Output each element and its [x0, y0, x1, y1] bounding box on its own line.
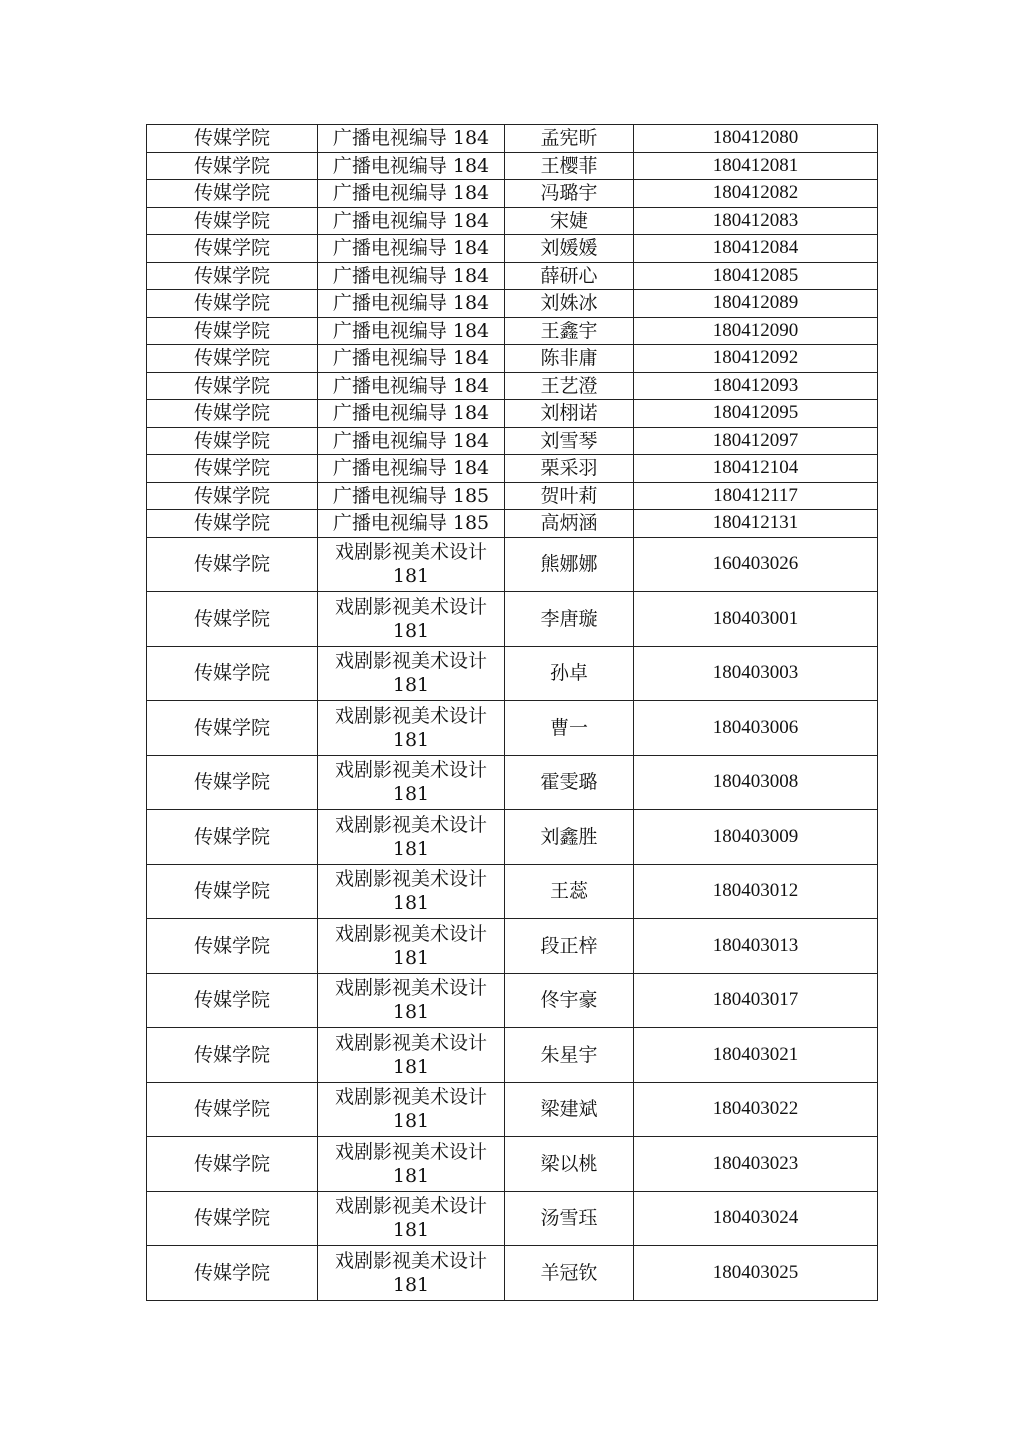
student-name-cell: 冯璐宇 [505, 180, 634, 208]
college-cell: 传媒学院 [147, 152, 318, 180]
college-cell: 传媒学院 [147, 810, 318, 865]
class-name-line: 戏剧影视美术设计 [334, 922, 487, 945]
class-number-line: 181 [392, 892, 430, 915]
table-row [147, 207, 878, 235]
table-row [147, 235, 878, 263]
table-row [147, 755, 878, 810]
student-roster-table [146, 124, 878, 1301]
student-name-cell: 曹一 [505, 701, 634, 756]
student-name-cell: 李唐璇 [505, 592, 634, 647]
table-row [147, 592, 878, 647]
class-name-line: 戏剧影视美术设计 [334, 1249, 487, 1272]
class-cell: 广播电视编导 184 [318, 235, 505, 263]
student-id-cell: 180403006 [634, 701, 878, 756]
student-name-cell: 朱星宇 [505, 1028, 634, 1083]
student-id-cell: 180412092 [634, 345, 878, 373]
class-cell: 广播电视编导 184 [318, 317, 505, 345]
table-row [147, 919, 878, 974]
college-cell: 传媒学院 [147, 207, 318, 235]
student-id-cell: 180403013 [634, 919, 878, 974]
college-cell: 传媒学院 [147, 1137, 318, 1192]
college-cell: 传媒学院 [147, 537, 318, 592]
student-name-cell: 孟宪昕 [505, 125, 634, 153]
class-number-line: 181 [392, 837, 430, 860]
student-id-cell: 180412084 [634, 235, 878, 263]
student-id-cell: 180412104 [634, 455, 878, 483]
college-cell: 传媒学院 [147, 864, 318, 919]
student-name-cell: 刘鑫胜 [505, 810, 634, 865]
table-row [147, 1028, 878, 1083]
student-name-cell: 汤雪珏 [505, 1191, 634, 1246]
student-id-cell: 180403023 [634, 1137, 878, 1192]
student-id-cell: 180403017 [634, 973, 878, 1028]
student-name-cell: 羊冠钦 [505, 1246, 634, 1301]
college-cell: 传媒学院 [147, 1191, 318, 1246]
class-name-line: 戏剧影视美术设计 [334, 1031, 487, 1054]
class-cell: 广播电视编导 184 [318, 125, 505, 153]
college-cell: 传媒学院 [147, 345, 318, 373]
class-cell [318, 755, 505, 810]
student-name-cell: 王樱菲 [505, 152, 634, 180]
class-cell: 广播电视编导 185 [318, 482, 505, 510]
table-row [147, 810, 878, 865]
table-row [147, 125, 878, 153]
class-number-line: 181 [392, 1273, 430, 1296]
student-name-cell: 刘雪琴 [505, 427, 634, 455]
student-name-cell: 薛研心 [505, 262, 634, 290]
class-number-line: 181 [392, 1001, 430, 1024]
class-number-line: 181 [392, 619, 430, 642]
class-cell [318, 592, 505, 647]
class-number-line: 181 [392, 674, 430, 697]
student-name-cell: 孙卓 [505, 646, 634, 701]
class-cell [318, 810, 505, 865]
table-row [147, 152, 878, 180]
table-row [147, 1082, 878, 1137]
student-id-cell: 180412083 [634, 207, 878, 235]
student-id-cell: 180403008 [634, 755, 878, 810]
class-number-line: 181 [392, 728, 430, 751]
student-id-cell: 180403001 [634, 592, 878, 647]
student-id-cell: 180403009 [634, 810, 878, 865]
table-row [147, 1137, 878, 1192]
college-cell: 传媒学院 [147, 317, 318, 345]
class-cell [318, 919, 505, 974]
student-name-cell: 王蕊 [505, 864, 634, 919]
class-number-line: 181 [392, 1055, 430, 1078]
class-cell: 广播电视编导 184 [318, 180, 505, 208]
college-cell: 传媒学院 [147, 180, 318, 208]
table-row [147, 510, 878, 538]
class-name-line: 戏剧影视美术设计 [334, 704, 487, 727]
student-id-cell: 160403026 [634, 537, 878, 592]
table-row [147, 1191, 878, 1246]
student-id-cell: 180412095 [634, 400, 878, 428]
class-name-line: 戏剧影视美术设计 [334, 650, 487, 673]
student-id-cell: 180412085 [634, 262, 878, 290]
class-name-line: 戏剧影视美术设计 [334, 759, 487, 782]
student-name-cell: 梁以桃 [505, 1137, 634, 1192]
class-number-line: 181 [392, 1164, 430, 1187]
college-cell: 传媒学院 [147, 510, 318, 538]
college-cell: 传媒学院 [147, 290, 318, 318]
college-cell: 传媒学院 [147, 1082, 318, 1137]
student-id-cell: 180403012 [634, 864, 878, 919]
college-cell: 传媒学院 [147, 973, 318, 1028]
student-id-cell: 180403024 [634, 1191, 878, 1246]
student-id-cell: 180403022 [634, 1082, 878, 1137]
class-name-line: 戏剧影视美术设计 [334, 868, 487, 891]
student-id-cell: 180403025 [634, 1246, 878, 1301]
class-cell: 广播电视编导 184 [318, 207, 505, 235]
class-number-line: 181 [392, 946, 430, 969]
class-cell [318, 864, 505, 919]
class-name-line: 戏剧影视美术设计 [334, 977, 487, 1000]
table-row [147, 262, 878, 290]
student-name-cell: 王鑫宇 [505, 317, 634, 345]
college-cell: 传媒学院 [147, 427, 318, 455]
student-name-cell: 宋婕 [505, 207, 634, 235]
student-id-cell: 180412097 [634, 427, 878, 455]
table-row [147, 537, 878, 592]
student-name-cell: 刘栩诺 [505, 400, 634, 428]
class-cell [318, 701, 505, 756]
college-cell: 传媒学院 [147, 755, 318, 810]
class-cell [318, 973, 505, 1028]
class-name-line: 戏剧影视美术设计 [334, 813, 487, 836]
class-cell [318, 1137, 505, 1192]
class-cell: 广播电视编导 184 [318, 455, 505, 483]
class-number-line: 181 [392, 783, 430, 806]
table-row [147, 864, 878, 919]
college-cell: 传媒学院 [147, 646, 318, 701]
student-id-cell: 180412082 [634, 180, 878, 208]
college-cell: 传媒学院 [147, 592, 318, 647]
class-cell [318, 1191, 505, 1246]
class-name-line: 戏剧影视美术设计 [334, 1086, 487, 1109]
class-cell: 广播电视编导 184 [318, 152, 505, 180]
class-cell: 广播电视编导 184 [318, 290, 505, 318]
roster-body [147, 125, 878, 1301]
class-number-line: 181 [392, 565, 430, 588]
table-row [147, 400, 878, 428]
student-id-cell: 180412089 [634, 290, 878, 318]
student-name-cell: 刘媛媛 [505, 235, 634, 263]
student-name-cell: 栗采羽 [505, 455, 634, 483]
college-cell: 传媒学院 [147, 919, 318, 974]
student-name-cell: 刘姝冰 [505, 290, 634, 318]
college-cell: 传媒学院 [147, 235, 318, 263]
table-row [147, 482, 878, 510]
table-row [147, 455, 878, 483]
table-row [147, 345, 878, 373]
table-row [147, 290, 878, 318]
student-name-cell: 高炳涵 [505, 510, 634, 538]
student-name-cell: 佟宇豪 [505, 973, 634, 1028]
student-id-cell: 180412080 [634, 125, 878, 153]
college-cell: 传媒学院 [147, 372, 318, 400]
class-number-line: 181 [392, 1110, 430, 1133]
student-id-cell: 180403021 [634, 1028, 878, 1083]
class-cell [318, 646, 505, 701]
student-id-cell: 180412117 [634, 482, 878, 510]
class-number-line: 181 [392, 1219, 430, 1242]
class-name-line: 戏剧影视美术设计 [334, 1140, 487, 1163]
student-id-cell: 180412090 [634, 317, 878, 345]
table-row [147, 1246, 878, 1301]
table-row [147, 701, 878, 756]
student-name-cell: 贺叶莉 [505, 482, 634, 510]
student-name-cell: 段正梓 [505, 919, 634, 974]
student-name-cell: 梁建斌 [505, 1082, 634, 1137]
class-name-line: 戏剧影视美术设计 [334, 595, 487, 618]
class-name-line: 戏剧影视美术设计 [334, 1195, 487, 1218]
table-row [147, 372, 878, 400]
table-row [147, 427, 878, 455]
student-id-cell: 180403003 [634, 646, 878, 701]
table-row [147, 180, 878, 208]
college-cell: 传媒学院 [147, 400, 318, 428]
college-cell: 传媒学院 [147, 1246, 318, 1301]
class-cell [318, 1028, 505, 1083]
class-cell [318, 537, 505, 592]
student-name-cell: 霍雯璐 [505, 755, 634, 810]
college-cell: 传媒学院 [147, 262, 318, 290]
college-cell: 传媒学院 [147, 701, 318, 756]
table-row [147, 646, 878, 701]
student-id-cell: 180412131 [634, 510, 878, 538]
student-name-cell: 陈非庸 [505, 345, 634, 373]
student-name-cell: 王艺澄 [505, 372, 634, 400]
class-cell: 广播电视编导 184 [318, 262, 505, 290]
table-row [147, 973, 878, 1028]
class-cell: 广播电视编导 185 [318, 510, 505, 538]
student-id-cell: 180412093 [634, 372, 878, 400]
class-cell [318, 1246, 505, 1301]
class-name-line: 戏剧影视美术设计 [334, 541, 487, 564]
class-cell [318, 1082, 505, 1137]
table-row [147, 317, 878, 345]
class-cell: 广播电视编导 184 [318, 400, 505, 428]
college-cell: 传媒学院 [147, 1028, 318, 1083]
student-name-cell: 熊娜娜 [505, 537, 634, 592]
class-cell: 广播电视编导 184 [318, 427, 505, 455]
class-cell: 广播电视编导 184 [318, 372, 505, 400]
college-cell: 传媒学院 [147, 455, 318, 483]
college-cell: 传媒学院 [147, 125, 318, 153]
class-cell: 广播电视编导 184 [318, 345, 505, 373]
college-cell: 传媒学院 [147, 482, 318, 510]
student-id-cell: 180412081 [634, 152, 878, 180]
